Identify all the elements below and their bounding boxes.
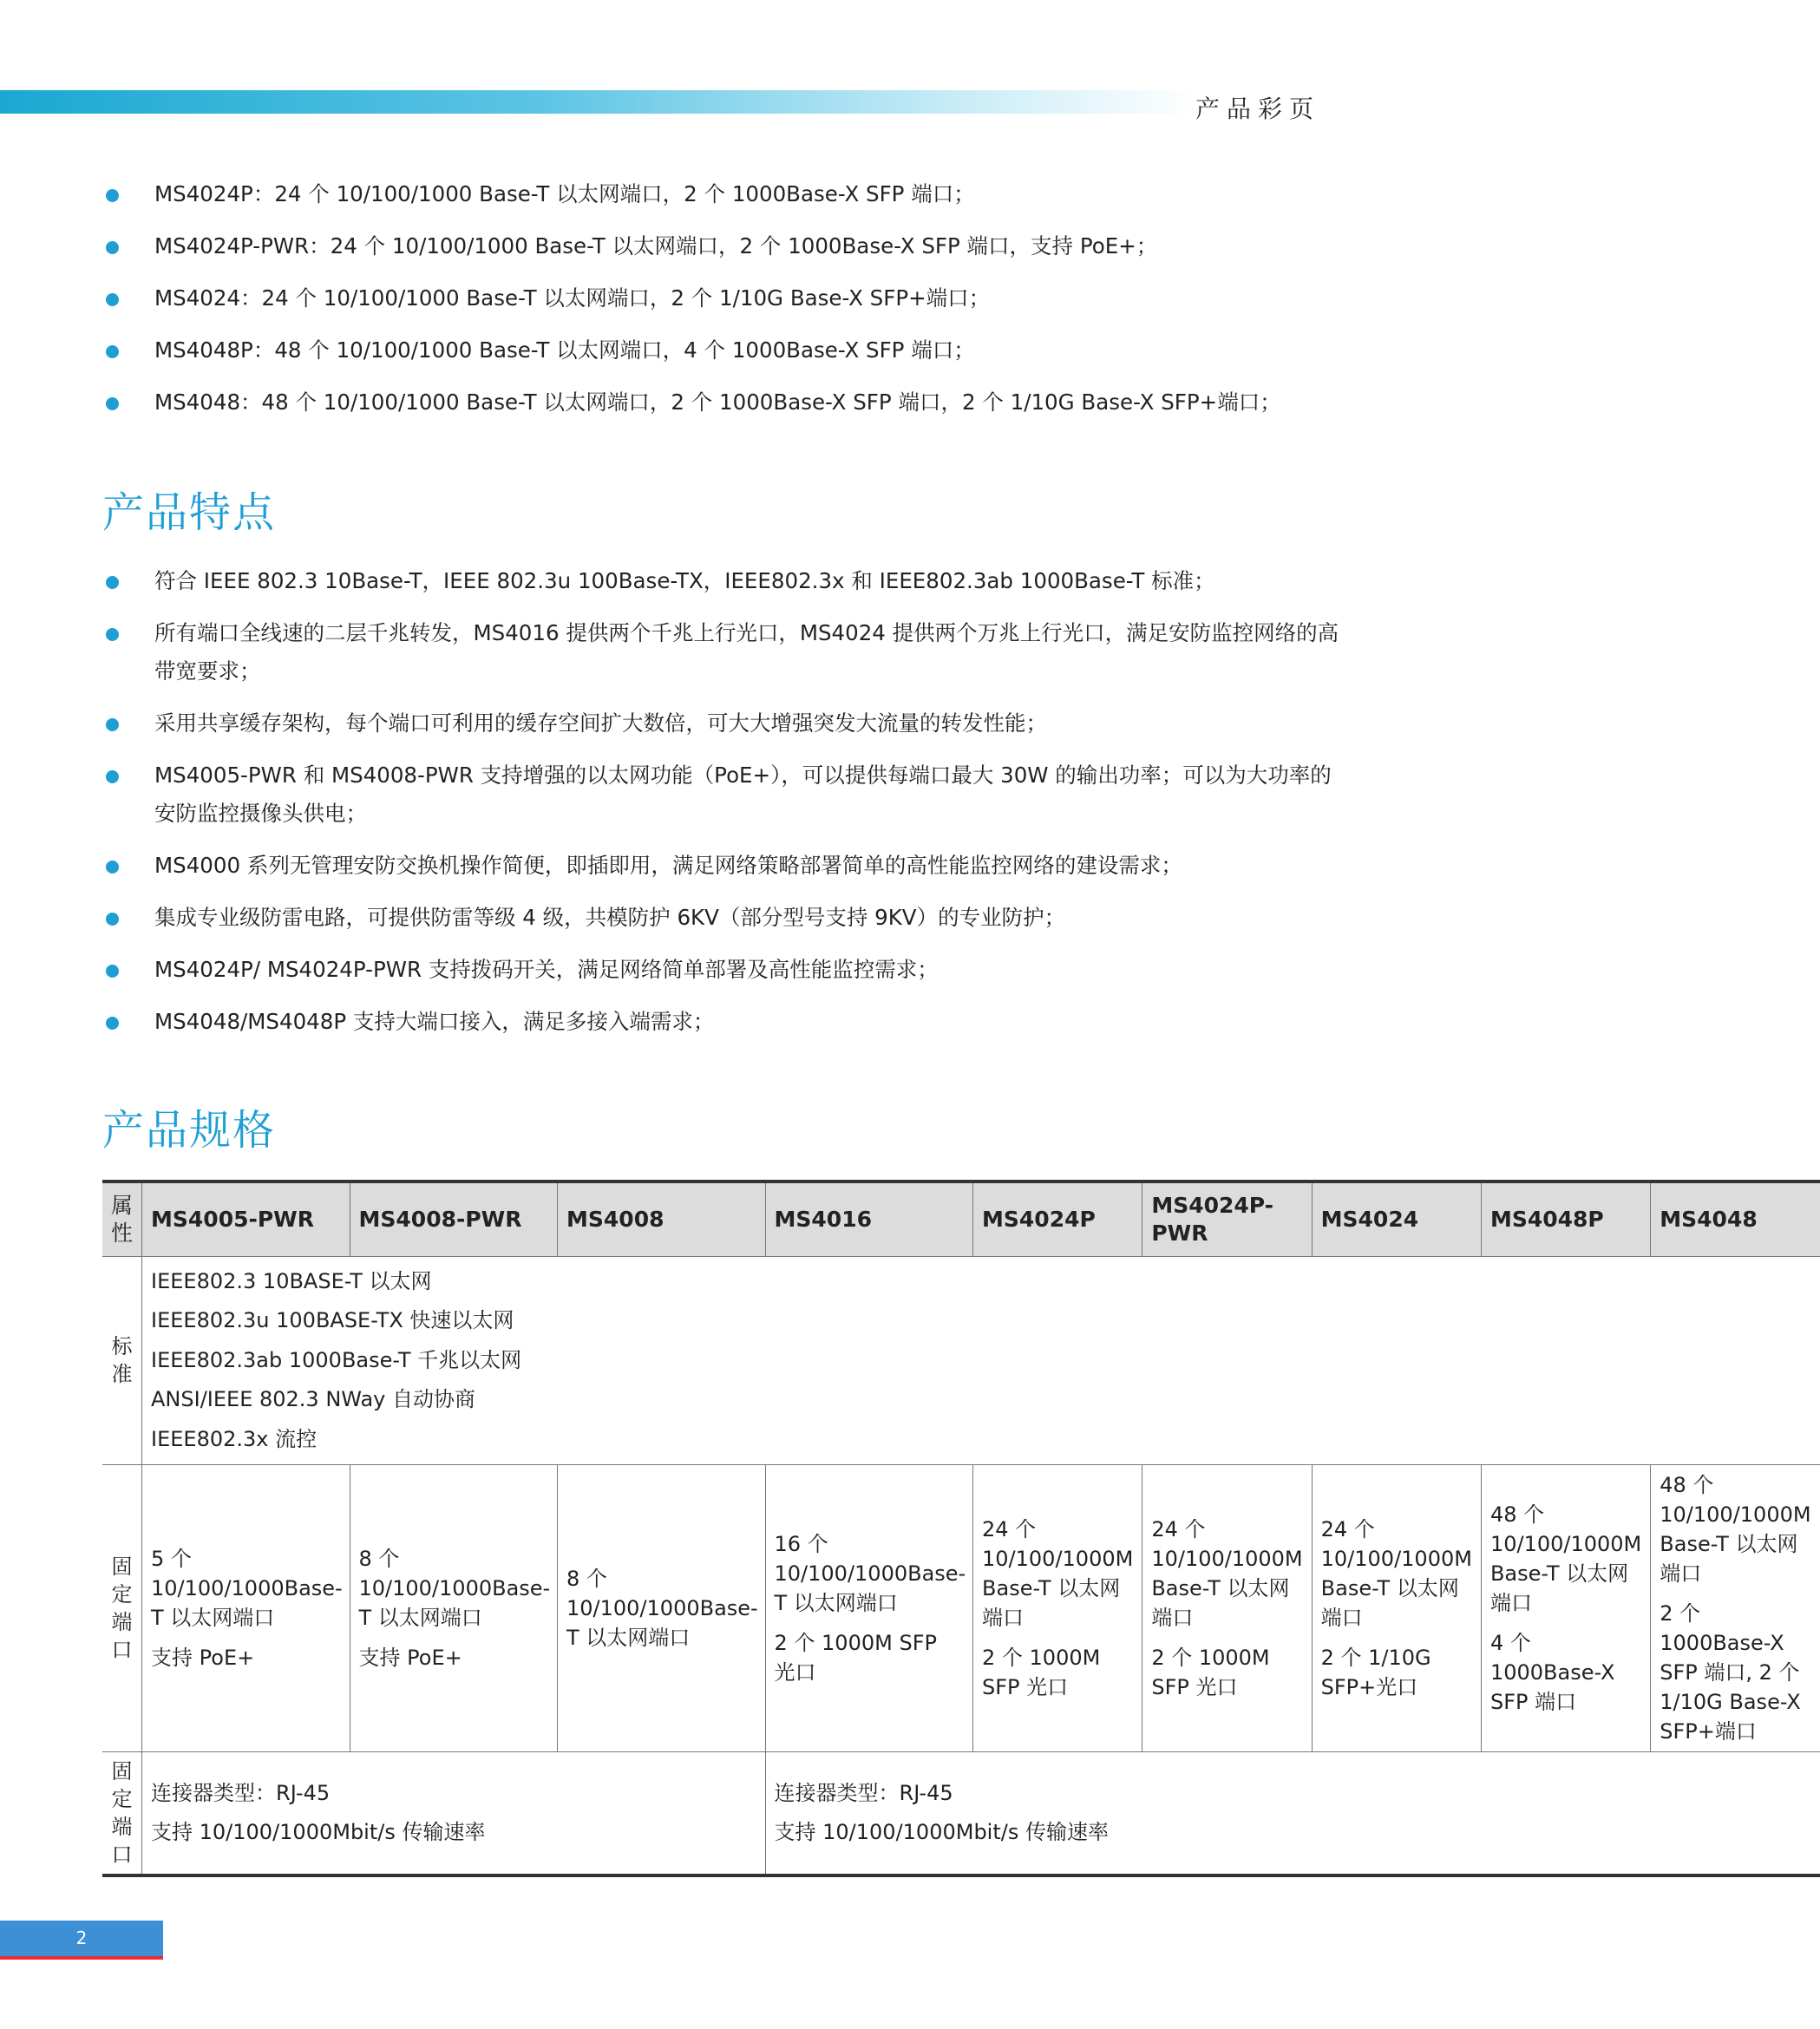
port-cell: [1312, 1465, 1481, 1752]
list-item: [102, 279, 1352, 317]
port-cell: [558, 1465, 766, 1752]
table-row-connector: [102, 1752, 1820, 1876]
list-item-text: MS4024：24 个 10/100/1000 Base-T 以太网端口，2 个 1/10G Base-X SFP+端口；: [154, 285, 991, 311]
list-item: [102, 847, 1352, 885]
list-item-text: 采用共享缓存架构，每个端口可利用的缓存空间扩大数倍，可大大增强突发大流量的转发性能；: [154, 710, 1047, 736]
bullet-icon: [106, 189, 119, 202]
bullet-icon: [106, 576, 119, 589]
row-label: 固定端口: [102, 1465, 142, 1752]
standard-cell: [142, 1256, 1820, 1465]
port-text: 8 个 10/100/1000Base-T 以太网端口: [358, 1547, 551, 1631]
list-item-text: MS4005-PWR 和 MS4008-PWR 支持增强的以太网功能（PoE+），可以提供每端口最大 30W 的输出功率；可以为大功率的安防监控摄像头供电；: [154, 763, 1332, 826]
standard-line: IEEE802.3u 100BASE-TX 快速以太网: [151, 1308, 514, 1333]
port-cell: [1481, 1465, 1650, 1752]
port-text: 2 个 1000Base-X SFP 端口, 2 个 1/10G Base-X SFP+端口: [1660, 1601, 1801, 1744]
standard-line: IEEE802.3 10BASE-T 以太网: [151, 1268, 432, 1293]
list-item-text: MS4024P：24 个 10/100/1000 Base-T 以太网端口，2 个 1000Base-X SFP 端口；: [154, 181, 975, 206]
list-item: [102, 227, 1352, 265]
list-item: [102, 331, 1352, 370]
list-item-text: MS4048P：48 个 10/100/1000 Base-T 以太网端口，4 个 1000Base-X SFP 端口；: [154, 337, 975, 363]
standard-line: IEEE802.3x 流控: [151, 1426, 318, 1451]
bullet-icon: [106, 397, 119, 410]
row-label: 标准: [102, 1256, 142, 1465]
bullet-icon: [106, 628, 119, 641]
port-text: 24 个 10/100/1000M Base-T 以太网端口: [982, 1517, 1134, 1631]
list-item: [102, 175, 1352, 213]
table-header-row: [102, 1181, 1820, 1256]
bullet-icon: [106, 861, 119, 874]
list-item: [102, 383, 1352, 422]
table-header-cell: MS4048P: [1481, 1181, 1650, 1256]
connector-line: 连接器类型：RJ-45: [151, 1781, 331, 1806]
list-item: [102, 562, 1352, 600]
list-item-text: 符合 IEEE 802.3 10Base-T，IEEE 802.3u 100Base-TX，IEEE802.3x 和 IEEE802.3ab 1000Base-T 标准；: [154, 568, 1215, 593]
port-cell: [973, 1465, 1142, 1752]
table-header-cell: MS4024P-PWR: [1142, 1181, 1312, 1256]
connector-cell-left: [142, 1752, 766, 1876]
table-row-standard: [102, 1256, 1820, 1465]
footer-accent-line: [0, 1956, 163, 1960]
list-item: [102, 756, 1352, 833]
list-item-text: 集成专业级防雷电路，可提供防雷等级 4 级，共模防护 6KV（部分型号支持 9KV）的专业防护；: [154, 905, 1066, 930]
port-cell: [1142, 1465, 1312, 1752]
port-text: 5 个 10/100/1000Base-T 以太网端口: [151, 1547, 343, 1631]
model-list: [102, 175, 1352, 435]
row-label: 固定端口: [102, 1752, 142, 1876]
port-text: 16 个 10/100/1000Base-T 以太网端口: [774, 1532, 966, 1616]
list-item-text: MS4024P-PWR：24 个 10/100/1000 Base-T 以太网端口，2 个 1000Base-X SFP 端口，支持 PoE+；: [154, 233, 1158, 259]
port-text: 24 个 10/100/1000M Base-T 以太网端口: [1320, 1517, 1472, 1631]
port-text: 支持 PoE+: [151, 1646, 255, 1671]
page-number: 2: [0, 1921, 163, 1956]
port-cell: [350, 1465, 558, 1752]
list-item: [102, 1003, 1352, 1041]
port-text: 支持 PoE+: [358, 1646, 462, 1671]
port-text: 48 个 10/100/1000M Base-T 以太网端口: [1489, 1502, 1642, 1616]
table-header-cell: MS4016: [765, 1181, 973, 1256]
header-title: 产品彩页: [1195, 95, 1320, 123]
bullet-icon: [106, 1017, 119, 1030]
table-header-cell: MS4008: [558, 1181, 766, 1256]
bullet-icon: [106, 913, 119, 926]
bullet-icon: [106, 345, 119, 358]
list-item-text: MS4048/MS4048P 支持大端口接入，满足多接入端需求；: [154, 1009, 715, 1034]
list-item: [102, 899, 1352, 937]
port-cell: [142, 1465, 350, 1752]
spec-table: [102, 1180, 1820, 1877]
connector-line: 支持 10/100/1000Mbit/s 传输速率: [774, 1820, 1109, 1845]
specs-title: 产品规格: [102, 1106, 277, 1155]
features-title: 产品特点: [102, 488, 277, 537]
list-item: [102, 951, 1352, 989]
list-item: [102, 704, 1352, 743]
port-cell: [1651, 1465, 1820, 1752]
connector-line: 支持 10/100/1000Mbit/s 传输速率: [151, 1820, 486, 1845]
list-item-text: MS4048：48 个 10/100/1000 Base-T 以太网端口，2 个 1000Base-X SFP 端口，2 个 1/10G Base-X SFP+端口；: [154, 389, 1281, 415]
port-text: 2 个 1000M SFP 光口: [982, 1646, 1101, 1700]
bullet-icon: [106, 718, 119, 731]
bullet-icon: [106, 770, 119, 783]
table-row-fixed-ports: [102, 1465, 1820, 1752]
list-item-text: 所有端口全线速的二层千兆转发，MS4016 提供两个千兆上行光口，MS4024 提供两个万兆上行光口，满足安防监控网络的高带宽要求；: [154, 620, 1339, 684]
port-cell: [765, 1465, 973, 1752]
port-text: 2 个 1000M SFP 光口: [774, 1631, 937, 1685]
bullet-icon: [106, 293, 119, 306]
connector-cell-right: [765, 1752, 1820, 1876]
port-text: 4 个 1000Base-X SFP 端口: [1489, 1631, 1615, 1715]
port-text: 8 个 10/100/1000Base-T 以太网端口: [566, 1567, 758, 1651]
table-header-cell: 属性: [102, 1181, 142, 1256]
table-header-cell: MS4005-PWR: [142, 1181, 350, 1256]
list-item-text: MS4000 系列无管理安防交换机操作简便，即插即用，满足网络策略部署简单的高性能监控网络的建设需求；: [154, 853, 1182, 878]
header-bar: [0, 90, 1197, 114]
standard-line: ANSI/IEEE 802.3 NWay 自动协商: [151, 1387, 476, 1412]
table-header-cell: MS4024P: [973, 1181, 1142, 1256]
list-item-text: MS4024P/ MS4024P-PWR 支持拨码开关，满足网络简单部署及高性能监控需求；: [154, 957, 939, 982]
features-list: [102, 562, 1352, 1055]
standard-line: IEEE802.3ab 1000Base-T 千兆以太网: [151, 1347, 522, 1372]
port-text: 2 个 1/10G SFP+光口: [1320, 1646, 1431, 1700]
connector-line: 连接器类型：RJ-45: [774, 1781, 953, 1806]
table-header-cell: MS4024: [1312, 1181, 1481, 1256]
bullet-icon: [106, 241, 119, 254]
table-header-cell: MS4008-PWR: [350, 1181, 558, 1256]
table-header-cell: MS4048: [1651, 1181, 1820, 1256]
port-text: 24 个 10/100/1000M Base-T 以太网端口: [1151, 1517, 1303, 1631]
port-text: 48 个 10/100/1000M Base-T 以太网端口: [1660, 1473, 1811, 1587]
bullet-icon: [106, 965, 119, 978]
port-text: 2 个 1000M SFP 光口: [1151, 1646, 1270, 1700]
list-item: [102, 614, 1352, 691]
